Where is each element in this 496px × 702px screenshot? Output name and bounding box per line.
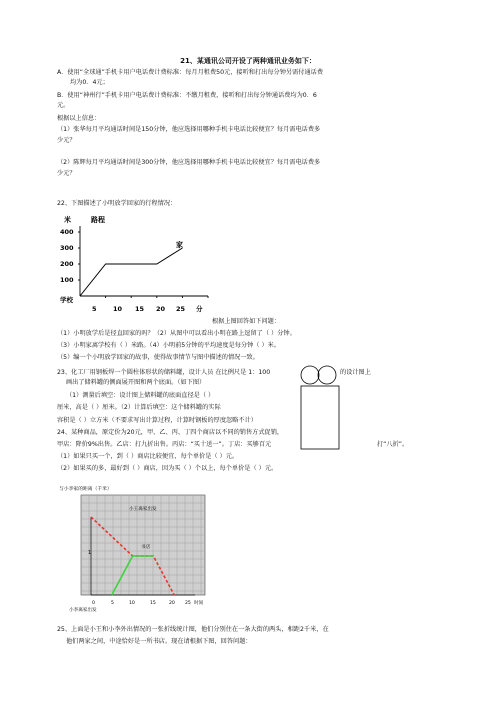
q21-option-a-line1: A．使用“全球通”手机卡用户电话费计费标准：每月月租费50元，接听和打出每分钟另需付通话费 xyxy=(57,69,324,76)
chart2-ytick-1: 1 xyxy=(88,551,92,556)
q24-line2: 甲店：降价9%出售。乙店：打九折出售。丙店：“买十送一”。丁店：买够百元 xyxy=(57,441,272,448)
chart2-bottom-label: 小李离家出发 xyxy=(69,608,97,613)
q21-option-b-line2: 元。 xyxy=(57,102,70,109)
q21-title: 21、某通讯公司开设了两种通讯业务如下： xyxy=(180,57,316,65)
chart2-xtick-5: 5 xyxy=(111,601,114,606)
chart2-xunit: 时间 xyxy=(194,601,204,606)
q22-intro: 22、下图描述了小明放学回家的行程情况： xyxy=(57,200,177,207)
chart1-origin-label: 学校 xyxy=(60,296,73,304)
tank-design-drawing xyxy=(296,364,344,454)
q24-line4: （2）如果买的多，最好到（ ）商店，因为买（ ）个以上，每个单价是（ ）元。 xyxy=(57,465,278,472)
chart2-xtick-20: 20 xyxy=(169,601,175,606)
chart1-xtick-10: 10 xyxy=(113,305,123,313)
q24-line2-end: 打“八折”。 xyxy=(377,441,409,448)
q21-part1-line1: （1）张华每月平均通话时间是150分钟，他应选择用哪种手机卡电话比较便宜？每月需电话费多 xyxy=(57,126,321,133)
q25-line1: 25、上面是小王和小李外出情况的一张折线统计图，他们分别住在一条大街的两头，相距2千米，在 xyxy=(57,626,329,633)
chart2-green-label: 书店 xyxy=(141,545,151,550)
q22-line1: （1）小明放学后是径直回家的吗？（2）从图中可以看出小明在路上逗留了（ ）分钟。 xyxy=(57,330,296,337)
chart2-xtick-15: 15 xyxy=(150,601,156,606)
chart1-ytick-400: 400 xyxy=(60,228,74,236)
q23-line3: （1）测量后填空：设计图上储料罐的底面直径是（ ） xyxy=(66,392,215,399)
q21-info: 根据以上信息： xyxy=(57,115,101,122)
chart1-xtick-15: 15 xyxy=(135,305,145,313)
q23-line5: 容积是（ ）立方米（不要求写出计算过程，计算时钢板的厚度忽略不计） xyxy=(57,417,257,424)
q21-part2-line2: 少元？ xyxy=(57,170,76,177)
chart1-xtick-20: 20 xyxy=(156,305,166,313)
tank-side-rectangle xyxy=(301,386,339,449)
q24-line1: 24、某种商品，原定价为20元，甲、乙、丙、丁四个商店以不同的销售方式促销， xyxy=(57,429,284,436)
q23-line1-end: 的设计图上 xyxy=(340,369,371,376)
q21-part1-line2: 少元？ xyxy=(57,137,76,144)
q21-option-b-line1: B．使用“神州行”手机卡用户电话费计费标准：不缴月租费，接听和打出每分钟通话费均为0．6 xyxy=(57,92,317,99)
chart1-ytick-200: 200 xyxy=(60,260,74,268)
chart1-xtick-5: 5 xyxy=(92,305,97,313)
distance-from-xiaoli-chart xyxy=(57,483,227,613)
q23-line1: 23、化工厂用钢板焊一个圆柱体形状的储料罐，设计人员 在比例尺是 1：100 xyxy=(57,369,271,376)
q24-line3: （1）如果只买一个，到（ ）商店比较便宜，每个单价是（ ）元。 xyxy=(57,453,239,460)
q25-line2: 他们两家之间，中途恰好是一所书店。现在请根据下图，回答问题： xyxy=(66,638,252,645)
chart1-ytick-300: 300 xyxy=(60,244,74,252)
q23-line4: 厘米，高是（ ）厘米。（2）计算后填空：这个储料罐的实际 xyxy=(57,404,221,411)
q21-part2-line1: （2）陈辉每月平均通话时间是300分钟，他应选择用哪种手机卡电话比较便宜？每月需电话费多 xyxy=(57,159,321,166)
chart2-red-label: 小王离家出发 xyxy=(129,507,157,512)
tank-base-circle-left xyxy=(301,366,319,384)
tank-base-circle-right xyxy=(318,366,336,384)
chart1-ytick-100: 100 xyxy=(60,276,74,284)
q22-line3: （5）编一个小明放学回家的故事，使得故事情节与图中描述的情况一致。 xyxy=(57,354,259,361)
q22-after: 根据上图回答如下问题： xyxy=(212,318,281,325)
chart1-xunit: 分 xyxy=(196,305,203,313)
q23-line2: 画出了储料罐的侧面展开图和两个底面。（如下图） xyxy=(66,379,206,386)
distance-time-chart xyxy=(58,214,218,314)
chart1-legend: 路程 xyxy=(91,216,105,224)
chart1-ylabel: 米 xyxy=(64,216,71,224)
chart2-xtick-25: 25 xyxy=(185,601,191,606)
chart1-xtick-25: 25 xyxy=(176,305,186,313)
chart2-title: 与小李家的距离（千米） xyxy=(59,487,112,492)
chart2-xtick-0: 0 xyxy=(92,601,95,606)
chart2-xtick-10: 10 xyxy=(129,601,135,606)
chart1-series-label: 家 xyxy=(176,241,183,249)
chart1-series-line xyxy=(80,248,182,296)
q21-option-a-line2: 均为0．4元； xyxy=(70,79,109,86)
q22-line2: （3）小明家离学校有（ ）米路。（4）小明前5分钟的平均速度是每分钟（ ）米。 xyxy=(57,342,281,349)
